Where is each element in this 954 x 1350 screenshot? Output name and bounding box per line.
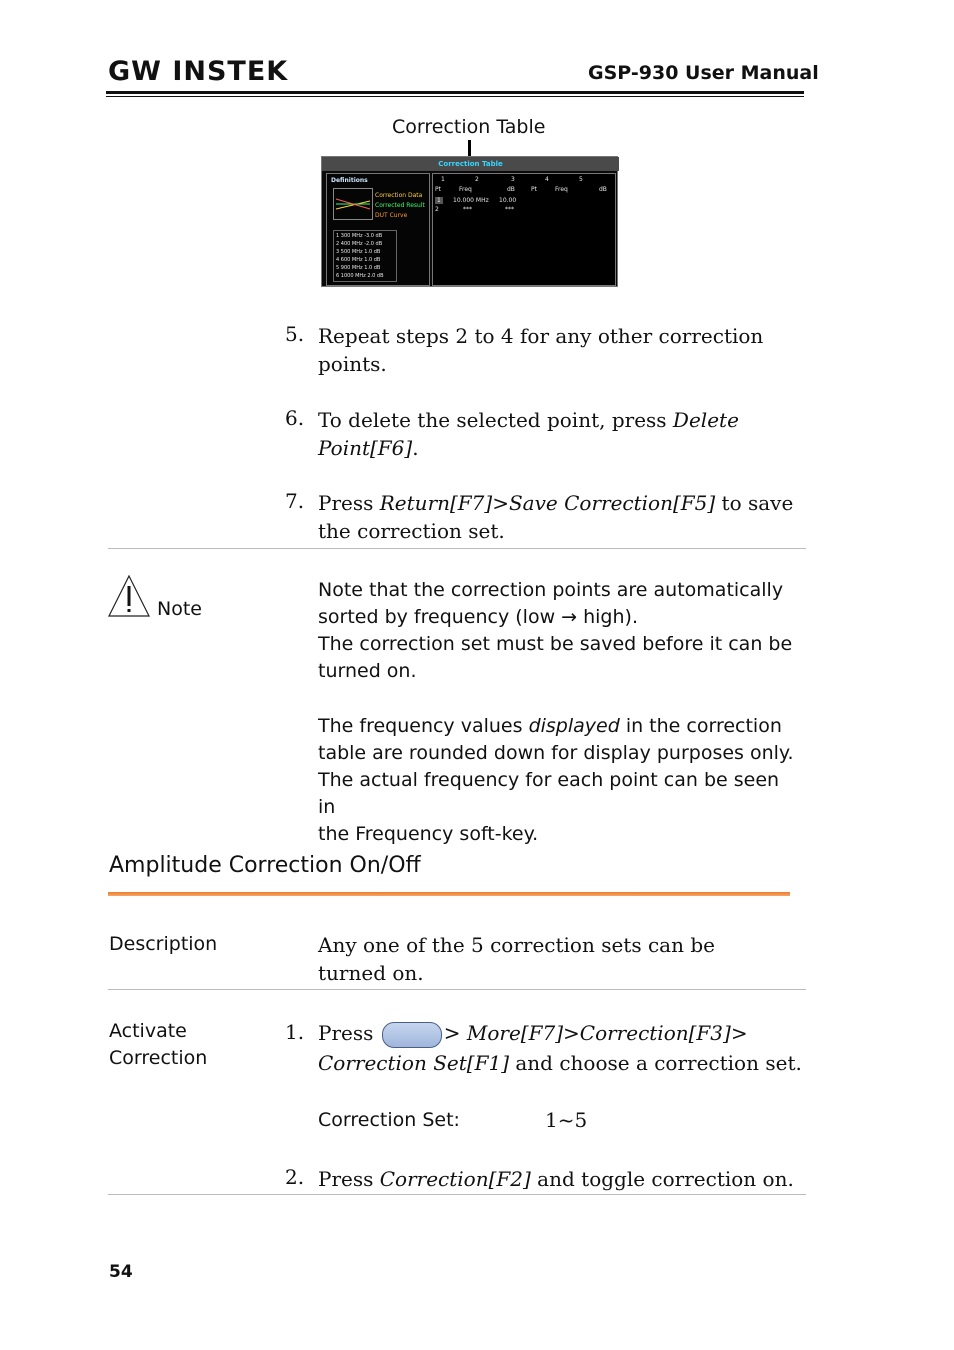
- step-7-gt: >: [492, 491, 509, 515]
- note-line: The actual frequency for each point can be seen in: [318, 769, 780, 818]
- note-line: table are rounded down for display purposes only.: [318, 742, 794, 764]
- table-row-db: 10.00: [499, 197, 517, 204]
- correction-set-value: 1~5: [545, 1108, 588, 1132]
- correction-toggle-key: Correction[F2]: [379, 1167, 531, 1191]
- list-row: 1 300 MHz -3.0 dB: [336, 233, 383, 239]
- step-7-press: Press: [318, 491, 380, 515]
- note-paragraph-1: [318, 577, 798, 685]
- step-text: [318, 406, 758, 462]
- warning-icon: [108, 574, 150, 618]
- step-number: 2.: [285, 1165, 305, 1189]
- correction-table-panel: [432, 173, 616, 286]
- table-row-freq: ***: [463, 206, 472, 213]
- note-line: the Frequency soft-key.: [318, 823, 539, 845]
- note-paragraph-2: [318, 713, 798, 848]
- gt-symbol: >: [563, 1021, 580, 1045]
- correction-graph: [333, 188, 373, 220]
- description-label: Description: [109, 933, 218, 955]
- list-row: 6 1000 MHz 2.0 dB: [336, 273, 384, 279]
- return-key: Return[F7]: [379, 491, 493, 515]
- tab-5: 5: [579, 176, 583, 183]
- save-correction-key: Save Correction[F5]: [508, 491, 716, 515]
- manual-title: GSP-930 User Manual: [588, 62, 819, 84]
- note-text: in the correction: [619, 715, 782, 737]
- screen-title: Correction Table: [322, 157, 619, 171]
- note-line: The correction set must be saved before it can be: [318, 633, 793, 655]
- correction-table-screenshot: [321, 156, 618, 287]
- step-text: [318, 322, 788, 378]
- amplitude-key-icon: [382, 1022, 442, 1048]
- header-rule: [106, 91, 804, 94]
- section-title: Amplitude Correction On/Off: [109, 853, 421, 878]
- tab-2: 2: [475, 176, 479, 183]
- gt-symbol: >: [443, 1021, 467, 1045]
- step-7-tail: to save the correction set.: [318, 491, 794, 543]
- col-header: Pt: [531, 186, 537, 193]
- divider: [108, 1194, 806, 1195]
- press-text: Press: [318, 1167, 380, 1191]
- table-row-pt: 2: [435, 206, 439, 213]
- table-row-freq: 10.000 MHz: [453, 197, 489, 204]
- note-line: [318, 713, 798, 740]
- col-header: Freq: [459, 186, 472, 193]
- activate-label: [109, 1018, 207, 1072]
- legend-correction-data: Correction Data: [375, 192, 423, 199]
- list-row: 4 600 MHz 1.0 dB: [336, 257, 381, 263]
- list-row: 5 900 MHz 1.0 dB: [336, 265, 381, 271]
- definitions-panel: [326, 173, 430, 286]
- tab-1: 1: [441, 176, 445, 183]
- delete-point-key: Delete Point[F6]: [318, 408, 739, 460]
- correction-list: [333, 230, 397, 282]
- table-row-db: ***: [505, 206, 514, 213]
- step-6-period: .: [412, 436, 419, 460]
- col-header: Freq: [555, 186, 568, 193]
- note-line: sorted by frequency (low → high).: [318, 606, 638, 628]
- table-row-pt: 1: [437, 197, 441, 204]
- tab-4: 4: [545, 176, 549, 183]
- step-6-text: To delete the selected point, press: [318, 408, 673, 432]
- note-text: The frequency values: [318, 715, 529, 737]
- activate-label-line: Correction: [109, 1047, 208, 1069]
- legend-dut-curve: DUT Curve: [375, 212, 408, 219]
- correction-key: Correction[F3]: [579, 1021, 731, 1045]
- step-number: 5.: [285, 322, 305, 346]
- definitions-title: Definitions: [331, 177, 368, 184]
- note-italic: displayed: [528, 715, 620, 737]
- figure-callout: Correction Table: [392, 116, 546, 138]
- activate-label-line: Activate: [109, 1020, 187, 1042]
- more-key: More[F7]: [466, 1021, 563, 1045]
- correction-set-label: Correction Set:: [318, 1109, 460, 1131]
- col-header: dB: [599, 186, 607, 193]
- list-row: 3 500 MHz 1.0 dB: [336, 249, 381, 255]
- tab-3: 3: [511, 176, 515, 183]
- step-5-text: Repeat steps 2 to 4 for any other correction points.: [318, 324, 764, 376]
- step-number: 7.: [285, 489, 305, 513]
- correction-set-key: Correction Set[F1]: [318, 1050, 509, 1075]
- divider: [108, 548, 806, 549]
- step-tail: and toggle correction on.: [530, 1167, 794, 1191]
- activate-step-2: [318, 1165, 798, 1193]
- step-number: 6.: [285, 406, 305, 430]
- legend-corrected-result: Corrected Result: [375, 202, 425, 209]
- note-label: Note: [157, 598, 202, 620]
- page-number: 54: [109, 1262, 133, 1282]
- step-line: [318, 1019, 798, 1048]
- activate-step-1: [318, 1019, 802, 1077]
- gt-symbol: >: [730, 1021, 748, 1045]
- divider: [108, 989, 806, 990]
- col-header: dB: [507, 186, 515, 193]
- brand-logo: GW INSTEK: [108, 56, 289, 87]
- press-text: Press: [318, 1021, 374, 1045]
- note-line: turned on.: [318, 660, 417, 682]
- step-text: [318, 489, 804, 545]
- note-line: Note that the correction points are automatically: [318, 579, 784, 601]
- header-rule-thin: [106, 96, 804, 97]
- list-row: 2 400 MHz -2.0 dB: [336, 241, 383, 247]
- step-line: [318, 1049, 802, 1077]
- step-tail: and choose a correction set.: [509, 1050, 802, 1075]
- col-header: Pt: [435, 186, 441, 193]
- section-underline: [108, 892, 790, 896]
- description-text: Any one of the 5 correction sets can be turned on.: [318, 933, 715, 985]
- step-number: 1.: [285, 1020, 305, 1044]
